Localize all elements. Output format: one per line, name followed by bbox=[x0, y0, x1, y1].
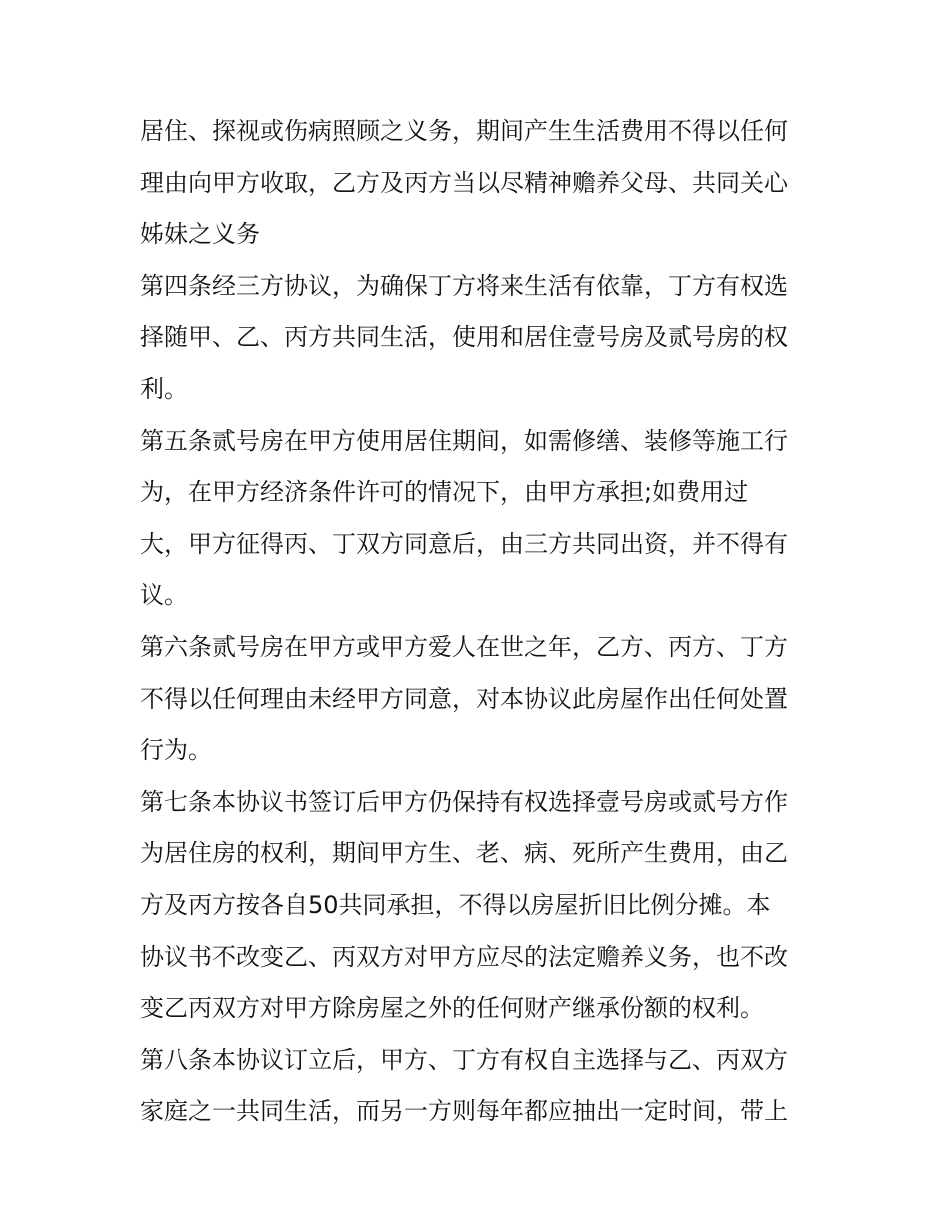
text-line: 第七条本协议书签订后甲方仍保持有权选择壹号房或贰号方作 bbox=[140, 787, 788, 816]
text-line: 家庭之一共同生活，而另一方则每年都应抽出一定时间，带上 bbox=[140, 1097, 788, 1126]
text-line: 方及丙方按各自50共同承担，不得以房屋折旧比例分摊。本 bbox=[140, 890, 771, 919]
text-line: 为，在甲方经济条件许可的情况下，由甲方承担;如费用过 bbox=[140, 478, 749, 507]
text-line: 不得以任何理由未经甲方同意，对本协议此房屋作出任何处置 bbox=[140, 684, 788, 713]
text-line: 第四条经三方协议，为确保丁方将来生活有依靠，丁方有权选 bbox=[140, 271, 788, 300]
text-line: 利。 bbox=[140, 374, 188, 403]
text-line: 居住、探视或伤病照顾之义务，期间产生生活费用不得以任何 bbox=[140, 117, 788, 145]
text-line: 变乙丙双方对甲方除房屋之外的任何财产继承份额的权利。 bbox=[140, 994, 764, 1023]
document-body bbox=[140, 106, 830, 1138]
text-line: 议。 bbox=[140, 581, 188, 610]
text-line: 姊妹之义务 bbox=[140, 220, 260, 249]
text-line: 行为。 bbox=[140, 736, 212, 765]
text-line: 第六条贰号房在甲方或甲方爱人在世之年，乙方、丙方、丁方 bbox=[140, 632, 788, 661]
text-line: 第八条本协议订立后，甲方、丁方有权自主选择与乙、丙双方 bbox=[140, 1045, 788, 1074]
text-line: 协议书不改变乙、丙双方对甲方应尽的法定赡养义务，也不改 bbox=[140, 942, 788, 971]
text-line: 为居住房的权利，期间甲方生、老、病、死所产生费用，由乙 bbox=[140, 839, 788, 868]
text-line: 第五条贰号房在甲方使用居住期间，如需修缮、装修等施工行 bbox=[140, 426, 788, 455]
text-line: 大，甲方征得丙、丁双方同意后，由三方共同出资，并不得有 bbox=[140, 529, 788, 558]
text-line: 择随甲、乙、丙方共同生活，使用和居住壹号房及贰号房的权 bbox=[140, 323, 788, 352]
text-line: 理由向甲方收取，乙方及丙方当以尽精神赡养父母、共同关心 bbox=[140, 168, 788, 197]
